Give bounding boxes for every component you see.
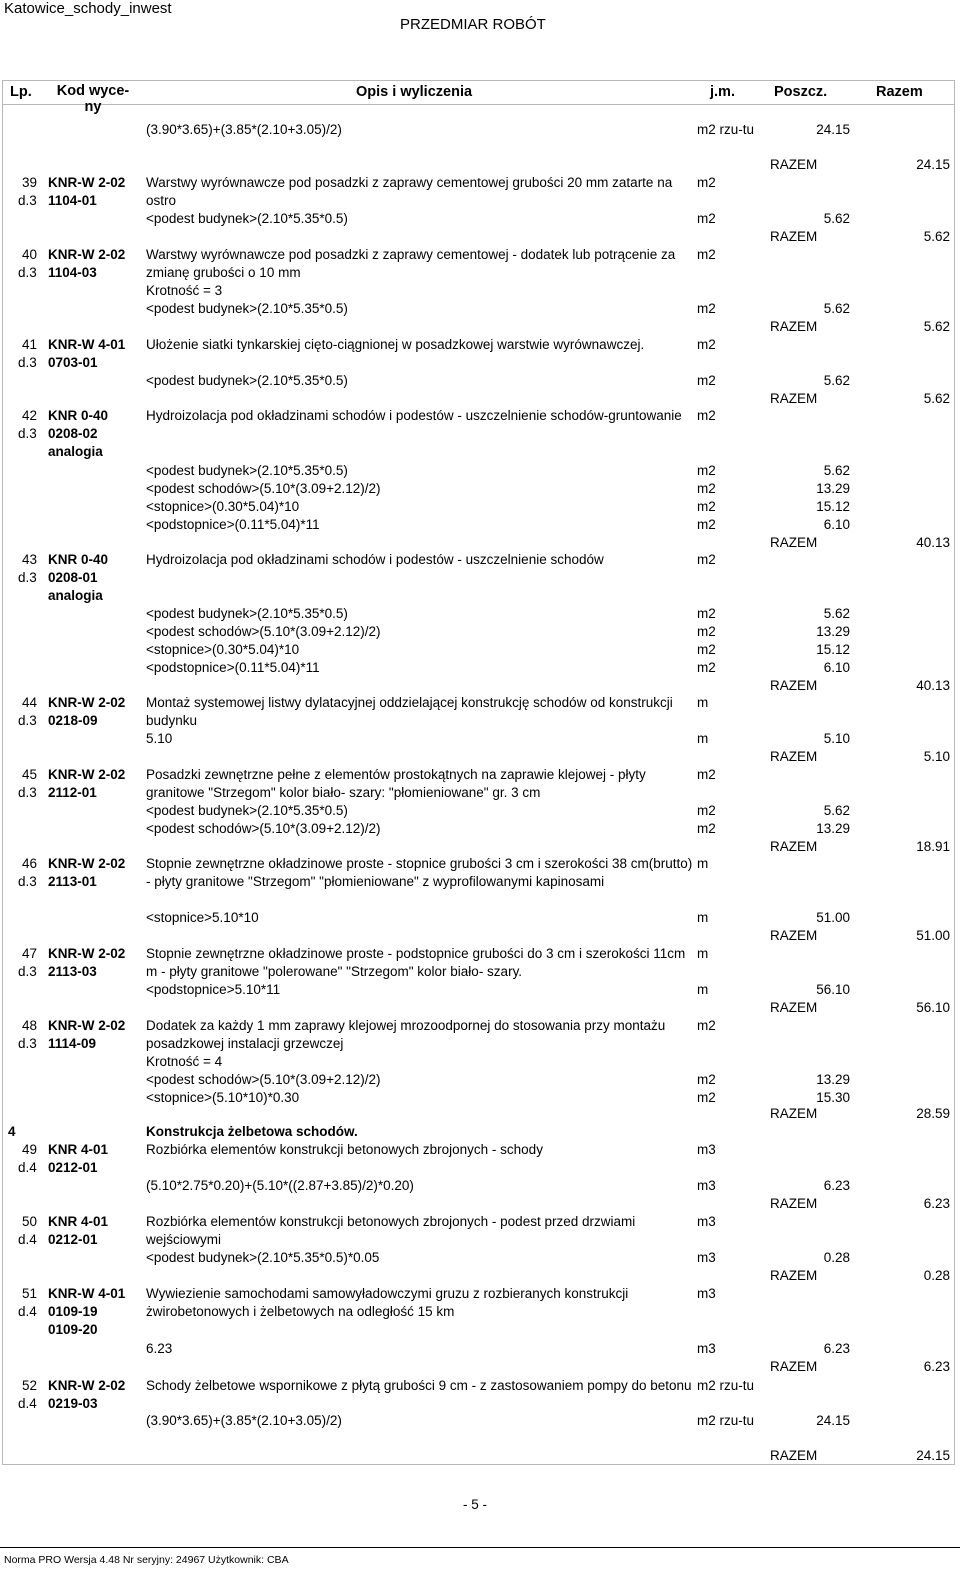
footer-rule [0, 1547, 960, 1548]
item-code-line: KNR-W 4-01 [48, 337, 126, 352]
calc-value: 5.62 [823, 211, 850, 226]
item-unit: m2 [697, 337, 716, 352]
item-multiplier: Krotność = 4 [146, 1054, 223, 1069]
calc-unit: m [697, 982, 709, 997]
item-code-line: 0212-01 [48, 1160, 98, 1175]
item-description: Warstwy wyrównawcze pod posadzki z zaprawy cementowej grubości 20 mm zatarte na ostro [146, 175, 673, 208]
table-left-border [2, 80, 3, 1465]
item-unit: m2 [697, 175, 716, 190]
razem-value: 51.00 [916, 928, 950, 943]
calc-unit: m2 [697, 642, 716, 657]
item-unit: m2 [697, 1018, 716, 1033]
item-code-line: KNR-W 2-02 [48, 856, 126, 871]
item-section-ref: d.3 [18, 355, 37, 370]
calc-unit: m2 [697, 517, 716, 532]
item-code-line: KNR 4-01 [48, 1214, 109, 1229]
item-lp: 52 [22, 1378, 38, 1393]
item-code-line: KNR-W 2-02 [48, 946, 126, 961]
razem-value: 40.13 [916, 535, 950, 550]
calc-formula: <podest budynek>(2.10*5.35*0.5) [146, 463, 348, 478]
calc-value: 13.29 [816, 481, 850, 496]
item-section-ref: d.4 [18, 1396, 37, 1411]
item-lp: 47 [22, 946, 38, 961]
item-description: Schody żelbetowe wspornikowe z płytą grubości 9 cm - z zastosowaniem pompy do betonu [146, 1378, 692, 1393]
razem-value: 18.91 [916, 839, 950, 854]
calc-value: 5.10 [823, 731, 850, 746]
item-section-ref: d.3 [18, 874, 37, 889]
razem-value: 56.10 [916, 1000, 950, 1015]
calc-value: 15.30 [816, 1090, 850, 1105]
razem-value: 6.23 [923, 1359, 950, 1374]
item-code-line: 2113-03 [48, 964, 97, 979]
calc-formula: <stopnice>(5.10*10)*0.30 [146, 1090, 300, 1105]
item-code-line: 2112-01 [48, 785, 97, 800]
carryover-razem-value: 24.15 [916, 157, 950, 172]
software-footer: Norma PRO Wersja 4.48 Nr seryjny: 24967 Użytkownik: CBA [4, 1554, 289, 1566]
item-section-ref: d.3 [18, 426, 37, 441]
calc-value: 15.12 [816, 499, 850, 514]
calc-value: 6.10 [823, 660, 850, 675]
item-lp: 40 [22, 247, 38, 262]
calc-formula: 6.23 [146, 1341, 173, 1356]
calc-formula: <podest schodów>(5.10*(3.09+2.12)/2) [146, 821, 381, 836]
item-section-ref: d.3 [18, 785, 37, 800]
item-section-ref: d.4 [18, 1304, 37, 1319]
calc-formula: <podest schodów>(5.10*(3.09+2.12)/2) [146, 624, 381, 639]
razem-label: RAZEM [770, 1359, 818, 1374]
calc-formula: <podest budynek>(2.10*5.35*0.5)*0.05 [146, 1250, 380, 1265]
razem-value: 5.62 [923, 391, 950, 406]
item-description: Rozbiórka elementów konstrukcji betonowych zbrojonych - schody [146, 1142, 543, 1157]
carryover-jm: m2 rzu-tu [697, 122, 755, 137]
item-code-line: KNR-W 2-02 [48, 247, 126, 262]
item-lp: 41 [22, 337, 38, 352]
calc-unit: m3 [697, 1178, 716, 1193]
item-lp: 48 [22, 1018, 38, 1033]
item-code-line: analogia [48, 588, 103, 603]
calc-value: 5.62 [823, 373, 850, 388]
item-code-line: 1104-03 [48, 265, 97, 280]
calc-unit: m2 [697, 821, 716, 836]
item-unit: m2 rzu-tu [697, 1378, 755, 1393]
razem-value: 0.28 [923, 1268, 950, 1283]
calc-formula: <stopnice>(0.30*5.04)*10 [146, 642, 300, 657]
carryover-razem-label: RAZEM [770, 157, 818, 172]
razem-label: RAZEM [770, 1448, 818, 1463]
item-lp: 49 [22, 1142, 38, 1157]
item-code-line: analogia [48, 444, 103, 459]
item-description: Rozbiórka elementów konstrukcji betonowych zbrojonych - podest przed drzwiami wejściowymi [146, 1214, 636, 1247]
item-code-line: 0212-01 [48, 1232, 98, 1247]
calc-value: 56.10 [816, 982, 850, 997]
calc-value: 6.23 [823, 1178, 850, 1193]
section-title: Konstrukcja żelbetowa schodów. [146, 1124, 358, 1139]
razem-value: 28.59 [916, 1106, 950, 1121]
calc-value: 51.00 [816, 910, 850, 925]
item-unit: m3 [697, 1214, 716, 1229]
calc-unit: m2 [697, 499, 716, 514]
item-code-line: 0109-19 [48, 1304, 98, 1319]
calc-formula: <podstopnice>(0.11*5.04)*11 [146, 517, 320, 532]
calc-unit: m2 [697, 624, 716, 639]
item-description: Posadzki zewnętrzne pełne z elementów prostokątnych na zaprawie klejowej - płyty granitowe "Strzegom" kolor biało- szary: "płomieniowane" gr. 3 cm [146, 767, 646, 800]
calc-value: 6.23 [823, 1341, 850, 1356]
col-header-poszcz: Poszcz. [774, 84, 828, 100]
item-unit: m [697, 695, 709, 710]
item-code-line: 0208-01 [48, 570, 98, 585]
item-description: Stopnie zewnętrzne okładzinowe proste - stopnice grubości 3 cm i szerokości 38 cm(brutto) - płyty granitowe "Strzegom" "płomieniowane" z wyprofilowanymi kapinosami [146, 856, 693, 889]
item-lp: 46 [22, 856, 38, 871]
calc-unit: m2 [697, 803, 716, 818]
calc-formula: (3.90*3.65)+(3.85*(2.10+3.05)/2) [146, 1413, 342, 1428]
col-header-kod: Kod wyce-ny [56, 83, 130, 115]
item-description: Dodatek za każdy 1 mm zaprawy klejowej mrozoodpornej do stosowania przy montażu posadzkowej instalacji grzewczej [146, 1018, 666, 1051]
item-unit: m [697, 856, 709, 871]
item-lp: 45 [22, 767, 38, 782]
col-header-opis: Opis i wyliczenia [356, 84, 473, 100]
calc-value: 6.10 [823, 517, 850, 532]
calc-formula: <podest budynek>(2.10*5.35*0.5) [146, 373, 348, 388]
calc-unit: m [697, 910, 709, 925]
item-unit: m2 [697, 767, 716, 782]
calc-value: 24.15 [816, 1413, 850, 1428]
carryover-poszcz: 24.15 [816, 122, 850, 137]
item-section-ref: d.4 [18, 1232, 37, 1247]
item-section-ref: d.3 [18, 570, 37, 585]
razem-label: RAZEM [770, 839, 818, 854]
item-unit: m2 [697, 552, 716, 567]
item-lp: 51 [22, 1286, 38, 1301]
item-code-line: KNR-W 2-02 [48, 1018, 126, 1033]
item-code-line: KNR-W 2-02 [48, 767, 126, 782]
calc-formula: <stopnice>(0.30*5.04)*10 [146, 499, 300, 514]
item-code-line: KNR-W 2-02 [48, 175, 126, 190]
razem-label: RAZEM [770, 678, 818, 693]
razem-label: RAZEM [770, 749, 818, 764]
calc-unit: m2 rzu-tu [697, 1413, 755, 1428]
item-lp: 44 [22, 695, 38, 710]
item-description: Hydroizolacja pod okładzinami schodów i podestów - uszczelnienie schodów [146, 552, 604, 567]
item-description: Hydroizolacja pod okładzinami schodów i podestów - uszczelnienie schodów-gruntowanie [146, 408, 682, 423]
calc-unit: m2 [697, 1072, 716, 1087]
razem-value: 5.62 [923, 319, 950, 334]
item-code-line: KNR 4-01 [48, 1142, 109, 1157]
calc-formula: <podstopnice>(0.11*5.04)*11 [146, 660, 320, 675]
calc-value: 13.29 [816, 821, 850, 836]
item-lp: 39 [22, 175, 38, 190]
item-code-line: 0218-09 [48, 713, 98, 728]
calc-unit: m2 [697, 1090, 716, 1105]
razem-label: RAZEM [770, 535, 818, 550]
table-top-border [2, 80, 954, 81]
calc-unit: m3 [697, 1341, 716, 1356]
calc-value: 13.29 [816, 624, 850, 639]
item-description: Warstwy wyrównawcze pod posadzki z zaprawy cementowej - dodatek lub potrącenie za zmianę grubości o 10 mm [146, 247, 676, 280]
item-code-line: 2113-01 [48, 874, 97, 889]
calc-value: 5.62 [823, 301, 850, 316]
calc-unit: m2 [697, 660, 716, 675]
razem-label: RAZEM [770, 1000, 818, 1015]
item-code-line: 0109-20 [48, 1322, 98, 1337]
calc-formula: <podest budynek>(2.10*5.35*0.5) [146, 606, 348, 621]
calc-unit: m2 [697, 211, 716, 226]
table-header-border [2, 104, 954, 105]
item-multiplier: Krotność = 3 [146, 283, 223, 298]
item-unit: m [697, 946, 709, 961]
razem-value: 40.13 [916, 678, 950, 693]
item-code-line: KNR 0-40 [48, 408, 109, 423]
item-section-ref: d.4 [18, 1160, 37, 1175]
calc-value: 5.62 [823, 463, 850, 478]
razem-value: 5.10 [923, 749, 950, 764]
item-section-ref: d.3 [18, 964, 37, 979]
calc-value: 15.12 [816, 642, 850, 657]
item-code-line: 0219-03 [48, 1396, 98, 1411]
item-code-line: KNR-W 2-02 [48, 1378, 126, 1393]
razem-label: RAZEM [770, 319, 818, 334]
razem-label: RAZEM [770, 1106, 818, 1121]
item-unit: m3 [697, 1286, 716, 1301]
calc-formula: <podest schodów>(5.10*(3.09+2.12)/2) [146, 481, 381, 496]
razem-label: RAZEM [770, 391, 818, 406]
item-code-line: KNR-W 4-01 [48, 1286, 126, 1301]
item-section-ref: d.3 [18, 193, 37, 208]
calc-value: 5.62 [823, 803, 850, 818]
page-number: - 5 - [463, 1497, 488, 1512]
calc-formula: <podstopnice>5.10*11 [146, 982, 281, 997]
calc-unit: m2 [697, 301, 716, 316]
calc-value: 13.29 [816, 1072, 850, 1087]
item-code-line: 1114-09 [48, 1036, 97, 1051]
item-code-line: KNR 0-40 [48, 552, 109, 567]
razem-label: RAZEM [770, 928, 818, 943]
item-section-ref: d.3 [18, 713, 37, 728]
table-right-border [954, 80, 955, 1465]
carryover-formula: (3.90*3.65)+(3.85*(2.10+3.05)/2) [146, 122, 342, 137]
calc-value: 5.62 [823, 606, 850, 621]
razem-label: RAZEM [770, 1196, 818, 1211]
item-description: Stopnie zewnętrzne okładzinowe proste - podstopnice grubości do 3 cm i szerokości 11cm m - płyty granitowe "polerowane" "Strzegom" kolor biało- szary. [146, 946, 686, 979]
item-description: Montaż systemowej listwy dylatacyjnej oddzielającej konstrukcję schodów od konstrukcji budynku [146, 695, 673, 728]
calc-formula: (5.10*2.75*0.20)+(5.10*((2.87+3.85)/2)*0.20) [146, 1178, 414, 1193]
calc-unit: m3 [697, 1250, 716, 1265]
item-section-ref: d.3 [18, 265, 37, 280]
item-code-line: 0208-02 [48, 426, 98, 441]
item-code-line: 1104-01 [48, 193, 97, 208]
calc-unit: m2 [697, 606, 716, 621]
item-code-line: KNR-W 2-02 [48, 695, 126, 710]
item-unit: m2 [697, 408, 716, 423]
section-number: 4 [8, 1124, 16, 1139]
razem-value: 6.23 [923, 1196, 950, 1211]
calc-formula: <podest budynek>(2.10*5.35*0.5) [146, 803, 348, 818]
item-lp: 42 [22, 408, 38, 423]
calc-value: 0.28 [823, 1250, 850, 1265]
item-description: Wywiezienie samochodami samowyładowczymi gruzu z rozbieranych konstrukcji żwirobetonowych i żelbetowych na odległość 15 km [146, 1286, 629, 1319]
calc-unit: m2 [697, 463, 716, 478]
calc-formula: 5.10 [146, 731, 173, 746]
item-lp: 50 [22, 1214, 38, 1229]
item-unit: m2 [697, 247, 716, 262]
calc-unit: m [697, 731, 709, 746]
document-project-name: Katowice_schody_inwest [4, 0, 172, 17]
col-header-razem: Razem [876, 84, 923, 100]
calc-formula: <stopnice>5.10*10 [146, 910, 259, 925]
calc-formula: <podest budynek>(2.10*5.35*0.5) [146, 211, 348, 226]
item-code-line: 0703-01 [48, 355, 98, 370]
col-header-lp: Lp. [10, 84, 32, 100]
razem-value: 5.62 [923, 229, 950, 244]
item-description: Ułożenie siatki tynkarskiej cięto-ciągnionej w posadzkowej warstwie wyrównawczej. [146, 337, 645, 352]
calc-unit: m2 [697, 481, 716, 496]
calc-formula: <podest schodów>(5.10*(3.09+2.12)/2) [146, 1072, 381, 1087]
document-title: PRZEDMIAR ROBÓT [400, 16, 546, 33]
razem-label: RAZEM [770, 1268, 818, 1283]
razem-value: 24.15 [916, 1448, 950, 1463]
item-lp: 43 [22, 552, 38, 567]
col-header-jm: j.m. [710, 84, 735, 100]
calc-unit: m2 [697, 373, 716, 388]
calc-formula: <podest budynek>(2.10*5.35*0.5) [146, 301, 348, 316]
item-unit: m3 [697, 1142, 716, 1157]
item-section-ref: d.3 [18, 1036, 37, 1051]
razem-label: RAZEM [770, 229, 818, 244]
